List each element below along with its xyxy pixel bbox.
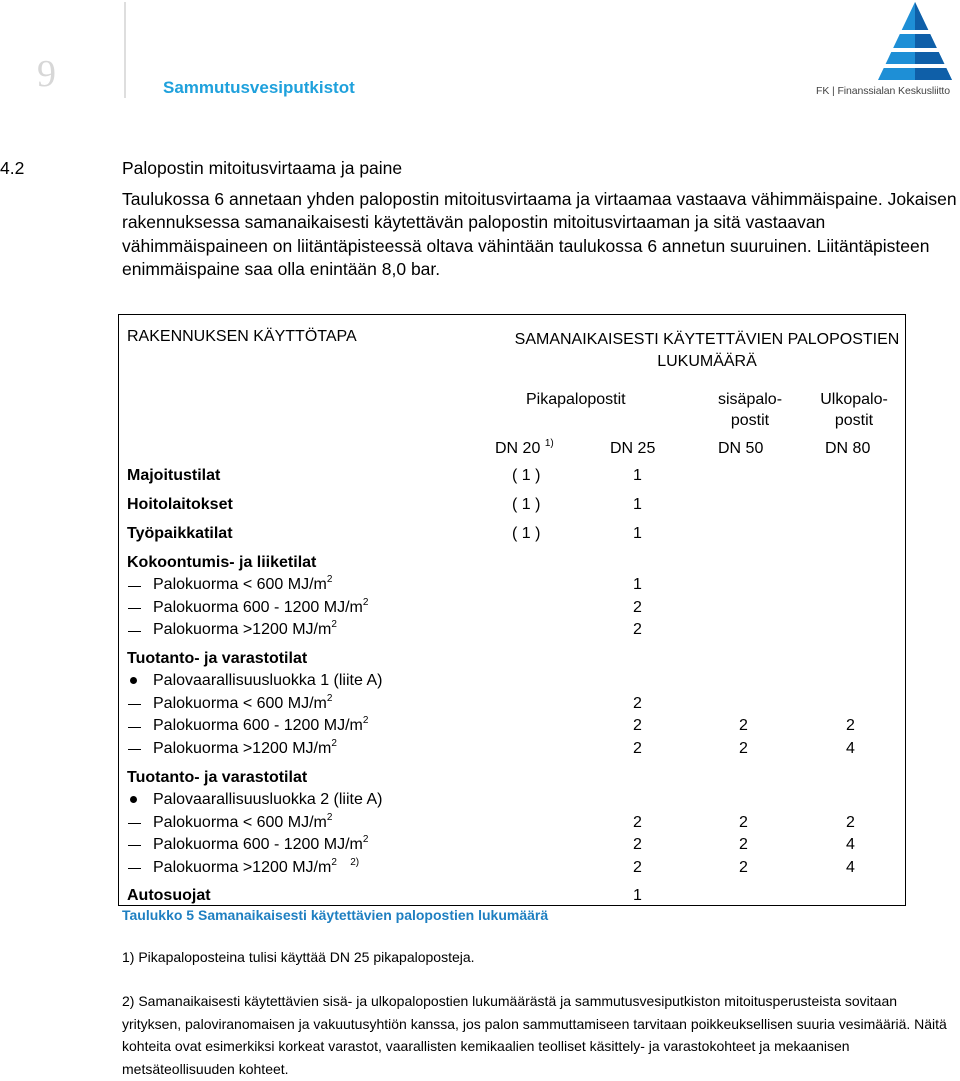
cell-value: 1 [633, 525, 642, 542]
dash-bullet [128, 868, 141, 869]
cell-value: 4 [846, 859, 855, 876]
cell-value: 2 [633, 621, 642, 638]
cell-value: 2 [739, 859, 748, 876]
subheader-outdoor-hydrants: Ulkopalo- postit [820, 391, 888, 429]
cell-value: 2 [633, 599, 642, 616]
subrow-label: Palokuorma 600 - 1200 $MJ/m^2$ [153, 834, 369, 853]
row-label-accommodation: Majoitustilat [127, 467, 221, 484]
row-label-production-1: Tuotanto- ja varastotilat [127, 650, 308, 667]
header-divider [124, 2, 126, 98]
col-dn80: DN 80 [825, 440, 871, 457]
section-title: Palopostin mitoitusvirtaama ja paine [122, 158, 403, 178]
subrow-label: Palokuorma >1200 $MJ/m^2$ [153, 619, 337, 638]
cell-value: 4 [846, 836, 855, 853]
subrow-label: Palokuorma >1200 $MJ/m^2$ [153, 738, 337, 757]
table-caption: Taulukko 5 Samanaikaisesti käytettävien palopostien lukumäärä [122, 907, 549, 923]
cell-value: 2 [739, 740, 748, 757]
intro-paragraph: Taulukossa 6 annetaan yhden palopostin mitoitusvirtaama ja virtaamaa vastaava vähimmäispaine. Jokaisen rakennuksessa samanaikaisesti käytettävän palopostin mitoitusvirtaaman ja sitä vastaavan vähimmäispaineen on liitäntäpisteessä oltava vähintään taulukossa 6 annetun suuruinen. Liitäntäpisteen enimmäispaine saa olla enintään 8,0 bar. [122, 189, 957, 280]
dash-bullet [128, 608, 141, 609]
row-label-care-facilities: Hoitolaitokset [127, 496, 233, 513]
dash-bullet [128, 749, 141, 750]
col-dn20: DN 20 $^{1)}$ [495, 438, 554, 457]
row-label-production-2: Tuotanto- ja varastotilat [127, 769, 308, 786]
row-label-parking: Autosuojat [127, 887, 211, 904]
subheader-quick-hydrants: Pikapalopostit [526, 391, 626, 408]
cell-value: 2 [633, 836, 642, 853]
subrow-label: Palokuorma < 600 $MJ/m^2$ [153, 693, 333, 712]
footnote-2: 2) Samanaikaisesti käytettävien sisä- ja ulkopalopostien lukumäärästä ja sammutusvesiputkiston mitoitusperusteista sovitaan yrityksen, paloviranomaisen ja vakuutusyhtiön kanssa, jos palon sammuttamiseen tarvitaan poikkeuksellisen suuria vesimääriä. Näitä kohteita ovat esimerkiksi korkeat varastot, vaarallisten kemikaalien teolliset käsittely- ja varastokohteet ja mekaanisen metsäteollisuuden kohteet. [122, 993, 947, 1077]
cell-value: 2 [846, 717, 855, 734]
cell-value: ( 1 ) [512, 525, 541, 542]
cell-value: 1 [633, 887, 642, 904]
subrow-label: Palovaarallisuusluokka 2 (liite A) [153, 791, 383, 808]
col-dn50: DN 50 [718, 440, 764, 457]
logo-text: FK | Finanssialan Keskusliitto [816, 85, 950, 97]
subrow-label: Palokuorma < 600 $MJ/m^2$ [153, 812, 333, 831]
cell-value: 2 [846, 814, 855, 831]
col-header-usage: RAKENNUKSEN KÄYTTÖTAPA [127, 328, 357, 345]
cell-value: ( 1 ) [512, 467, 541, 484]
cell-value: 2 [633, 695, 642, 712]
subrow-label: Palokuorma >1200 $MJ/m^2$ $^{2)}$ [153, 857, 360, 876]
subrow-label: Palovaarallisuusluokka 1 (liite A) [153, 672, 383, 689]
hydrant-count-table [118, 314, 906, 906]
subrow-label: Palokuorma 600 - 1200 $MJ/m^2$ [153, 597, 369, 616]
cell-value: 2 [633, 859, 642, 876]
dash-bullet [128, 845, 141, 846]
header-title: Sammutusvesiputkistot [163, 78, 355, 97]
cell-value: 4 [846, 740, 855, 757]
col-header-hydrant-count: SAMANAIKAISESTI KÄYTETTÄVIEN PALOPOSTIEN LUKUMÄÄRÄ [514, 331, 900, 370]
row-label-workplaces: Työpaikkatilat [127, 525, 233, 542]
col-dn25: DN 25 [610, 440, 656, 457]
page-number: 9 [37, 53, 56, 95]
bullet-dot [130, 796, 137, 803]
cell-value: 1 [633, 496, 642, 513]
footnote-1: 1) Pikapaloposteina tulisi käyttää DN 25 pikapaloposteja. [122, 949, 475, 965]
dash-bullet [128, 704, 141, 705]
section-number: 4.2 [0, 158, 25, 178]
subheader-indoor-hydrants: sisäpalo- postit [717, 391, 783, 429]
cell-value: 2 [633, 740, 642, 757]
dash-bullet [128, 727, 141, 728]
cell-value: 2 [739, 836, 748, 853]
dash-bullet [128, 631, 141, 632]
subrow-label: Palokuorma < 600 $MJ/m^2$ [153, 574, 333, 593]
section-heading [0, 158, 402, 179]
bullet-dot [130, 677, 137, 684]
cell-value: 1 [633, 467, 642, 484]
cell-value: 2 [739, 717, 748, 734]
dash-bullet [128, 586, 141, 587]
cell-value: 2 [633, 717, 642, 734]
cell-value: 2 [633, 814, 642, 831]
organization-logo [812, 0, 960, 100]
cell-value: ( 1 ) [512, 496, 541, 513]
cell-value: 2 [739, 814, 748, 831]
dash-bullet [128, 823, 141, 824]
cell-value: 1 [633, 576, 642, 593]
triangle-logo-icon [876, 0, 954, 80]
row-label-assembly: Kokoontumis- ja liiketilat [127, 554, 317, 571]
subrow-label: Palokuorma 600 - 1200 $MJ/m^2$ [153, 715, 369, 734]
